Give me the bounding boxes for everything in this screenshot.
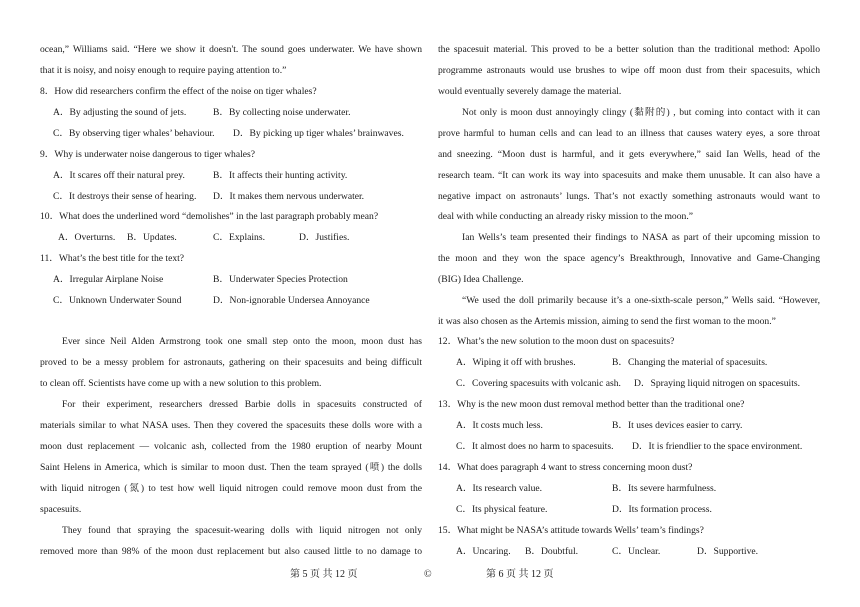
q9-option-d: D．It makes them nervous underwater.: [213, 191, 365, 202]
q12-option-c: C．Covering spacesuits with volcanic ash.: [456, 378, 621, 389]
passage-line: “We used the doll primarily because it’s a one-sixth-scale person,” Wells said. “However,: [462, 295, 820, 306]
q13-option-d: D．It is friendlier to the space environment.: [632, 441, 803, 452]
passage-line: to clean off. Scientists have come up with a new solution to this problem.: [40, 378, 322, 389]
q15-option-d: D．Supportive.: [697, 546, 759, 557]
passage-line: Saint Helens in America, which is similar to moon dust. Then the team sprayed (喷) the dolls: [40, 462, 422, 473]
q10-option-a: A．Overturns.: [58, 232, 116, 243]
passage-line: prove harmful to human cells and can lead to an illness that causes watery eyes, a sore throat: [438, 128, 820, 139]
passage-line: removed more than 98% of the moon dust replacement but also caused little to no damage to: [40, 546, 422, 557]
question-8-stem: 8．How did researchers confirm the effect of the noise on tiger whales?: [40, 86, 317, 97]
passage-line: For their experiment, researchers dressed Barbie dolls in spacesuits constructed of: [62, 399, 422, 410]
passage-line: would eventually severely damage the material.: [438, 86, 622, 97]
passage-line: Not only is moon dust annoyingly clingy (黏附的) , but coming into contact with it can: [462, 107, 820, 118]
q8-option-a: A．By adjusting the sound of jets.: [53, 107, 187, 118]
question-10-stem: 10．What does the underlined word “demolishes” in the last paragraph probably mean?: [40, 211, 379, 222]
q14-option-b: B．Its severe harmfulness.: [612, 483, 717, 494]
passage-line: the moon and they won the space agency’s Breakthrough, Innovative and Game-Changing: [438, 253, 820, 264]
q13-option-a: A．It costs much less.: [456, 420, 543, 431]
q10-option-c: C．Explains.: [213, 232, 265, 243]
question-9-stem: 9．Why is underwater noise dangerous to tiger whales?: [40, 149, 255, 160]
q10-option-b: B．Updates.: [127, 232, 177, 243]
q8-option-d: D．By picking up tiger whales’ brainwaves.: [233, 128, 404, 139]
q14-option-d: D．Its formation process.: [612, 504, 712, 515]
question-15-stem: 15．What might be NASA’s attitude towards Wells’ team’s findings?: [438, 525, 704, 536]
q9-option-c: C．It destroys their sense of hearing.: [53, 191, 197, 202]
passage-line: it was also chosen as the Artemis mission, aiming to send the first woman to the moon.”: [438, 316, 776, 327]
q8-option-b: B．By collecting noise underwater.: [213, 107, 351, 118]
q15-option-b: B．Doubtful.: [525, 546, 579, 557]
q14-option-c: C．Its physical feature.: [456, 504, 548, 515]
q11-option-a: A．Irregular Airplane Noise: [53, 274, 164, 285]
passage-line: that it is noisy, and noisy enough to require paying attention to.”: [40, 65, 287, 76]
passage-line: negative impact on astronauts’ lungs. That’s not exactly something astronauts would want to: [438, 191, 820, 202]
passage-line: ocean,” Williams said. “Here we show it doesn't. The sound goes underwater. We have shown: [40, 44, 422, 55]
passage-line: They found that spraying the spacesuit-wearing dolls with liquid nitrogen not only: [62, 525, 422, 536]
q12-option-a: A．Wiping it off with brushes.: [456, 357, 576, 368]
passage-line: materials similar to what NASA uses. Then they covered the spacesuits these dolls wore with a: [40, 420, 422, 431]
passage-line: programme astronauts would use brushes to wipe off moon dust from their spacesuits, which: [438, 65, 820, 76]
q10-option-d: D．Justifies.: [299, 232, 350, 243]
passage-line: proved to be a messy problem for astronauts, gathering on their spacesuits and being difficult: [40, 357, 422, 368]
copyright-mark: ©: [424, 569, 432, 580]
q11-option-c: C．Unknown Underwater Sound: [53, 295, 182, 306]
passage-line: research team. “It can work its way into spacesuits and make them unusable. It can also have a: [438, 170, 820, 181]
question-12-stem: 12．What’s the new solution to the moon dust on spacesuits?: [438, 336, 675, 347]
q12-option-b: B．Changing the material of spacesuits.: [612, 357, 768, 368]
page-number-right: 第 6 页 共 12 页: [486, 569, 554, 580]
q8-option-c: C．By observing tiger whales’ behaviour.: [53, 128, 215, 139]
page-number-left: 第 5 页 共 12 页: [290, 569, 358, 580]
q14-option-a: A．Its research value.: [456, 483, 543, 494]
passage-line: and sneezing. “Moon dust is harmful, and it gets everywhere,” said Ian Wells, head of the: [438, 149, 820, 160]
question-11-stem: 11．What’s the best title for the text?: [40, 253, 185, 264]
q11-option-b: B．Underwater Species Protection: [213, 274, 348, 285]
passage-line: spacesuits.: [40, 504, 82, 515]
passage-line: (BIG) Idea Challenge.: [438, 274, 524, 285]
q9-option-b: B．It affects their hunting activity.: [213, 170, 348, 181]
passage-line: with liquid nitrogen (氮) to test how well liquid nitrogen could remove moon dust from the: [40, 483, 422, 494]
q9-option-a: A．It scares off their natural prey.: [53, 170, 185, 181]
q11-option-d: D．Non-ignorable Undersea Annoyance: [213, 295, 370, 306]
passage-line: deal with while conducting an already risky mission to the moon.”: [438, 211, 693, 222]
passage-line: Ever since Neil Alden Armstrong took one small step onto the moon, moon dust has: [62, 336, 422, 347]
question-13-stem: 13．Why is the new moon dust removal method better than the traditional one?: [438, 399, 745, 410]
q13-option-c: C．It almost does no harm to spacesuits.: [456, 441, 614, 452]
question-14-stem: 14．What does paragraph 4 want to stress concerning moon dust?: [438, 462, 693, 473]
q13-option-b: B．It uses devices easier to carry.: [612, 420, 743, 431]
q12-option-d: D．Spraying liquid nitrogen on spacesuits.: [634, 378, 801, 389]
q15-option-a: A．Uncaring.: [456, 546, 511, 557]
q15-option-c: C．Unclear.: [612, 546, 661, 557]
passage-line: moon dust replacement — volcanic ash, collected from the 1980 eruption of nearby Mount: [40, 441, 422, 452]
passage-line: the spacesuit material. This proved to be a better solution than the traditional method: Apollo: [438, 44, 820, 55]
passage-line: Ian Wells’s team presented their findings to NASA as part of their upcoming mission to: [462, 232, 820, 243]
